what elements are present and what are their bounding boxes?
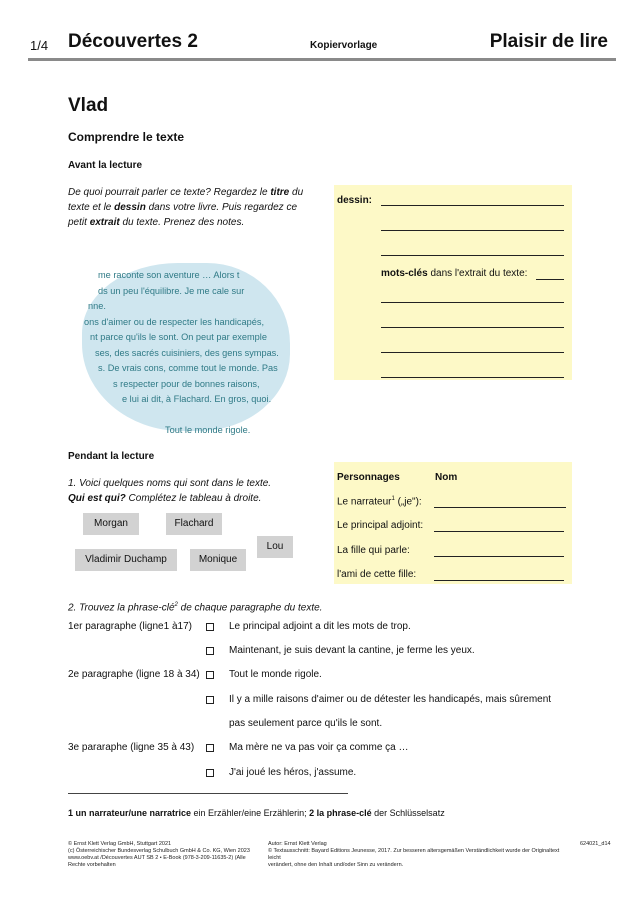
mots-cles-line-4[interactable] xyxy=(381,377,564,378)
name-card-flachard[interactable]: Flachard xyxy=(166,513,222,535)
name-card-morgan[interactable]: Morgan xyxy=(83,513,139,535)
answer-line-principal[interactable] xyxy=(434,531,564,532)
extract-line: Tout le monde rigole. xyxy=(165,425,251,435)
header-divider xyxy=(28,58,616,61)
name-card-lou[interactable]: Lou xyxy=(257,536,293,558)
row-narrateur: Le narrateur$^1$ („je"): xyxy=(337,496,422,508)
paragraph-1-label: 1er paragraphe (ligne1 à17) xyxy=(68,621,192,632)
extract-line: ds un peu l'équilibre. Je me cale sur xyxy=(98,285,245,296)
page-subtitle: Comprendre le texte xyxy=(68,130,185,144)
row-fille: La fille qui parle: xyxy=(337,545,410,556)
paragraph-3-label: 3e pararaphe (ligne 35 à 43) xyxy=(68,742,195,753)
page-title: Vlad xyxy=(68,95,109,116)
mots-cles-line-2[interactable] xyxy=(381,327,564,328)
checkbox-p3-o1[interactable] xyxy=(206,744,214,752)
avant-heading: Avant la lecture xyxy=(68,160,143,171)
table-header-nom: Nom xyxy=(435,472,458,483)
paragraph-2-option-2: Il y a mille raisons d'aimer ou de détester les handicapés, mais sûrement xyxy=(229,694,552,705)
answer-line-ami[interactable] xyxy=(434,580,564,581)
page-number: 1/4 xyxy=(30,38,49,53)
paragraph-2-option-1: Tout le monde rigole. xyxy=(229,669,322,680)
checkbox-p2-o1[interactable] xyxy=(206,671,214,679)
extract-line: ses, des sacrés cuisiniers, des gens sympas. xyxy=(95,347,279,358)
paragraph-1-option-1: Le principal adjoint a dit les mots de trop. xyxy=(229,621,411,632)
pendant-instruction-2: 2. Trouvez la phrase-clé$^2$ de chaque paragraphe du texte. xyxy=(68,602,323,614)
extract-line: nne. xyxy=(88,301,106,311)
footer-code: 624021_d14 xyxy=(580,841,611,847)
footer-source: Autor: Ernst Klett Verlag © Textausschnitt: Bayard Editions Jeunesse, 2017. Zur besseren altersgemäßen Verständlichkeit wurde der Originaltext leicht verändert, ohne den Inhalt und/oder Sinn zu verändern. xyxy=(268,841,560,868)
extract-line: nt parce qu'ils le sont. On peut par exemple xyxy=(90,332,267,342)
checkbox-p1-o2[interactable] xyxy=(206,647,214,655)
dessin-line-3[interactable] xyxy=(381,255,564,256)
row-ami: l'ami de cette fille: xyxy=(337,569,417,580)
mots-cles-line-0[interactable] xyxy=(536,279,564,280)
answer-line-narrateur[interactable] xyxy=(434,507,566,508)
series-title: Découvertes 2 xyxy=(68,31,198,52)
paragraph-2-label: 2e paragraphe (ligne 18 à 34) xyxy=(68,669,200,680)
paragraph-2-option-2-cont: pas seulement parce qu'ils le sont. xyxy=(229,718,383,729)
dessin-label: dessin: xyxy=(337,195,373,206)
mots-cles-line-1[interactable] xyxy=(381,302,564,303)
notes-box xyxy=(334,185,572,380)
mots-cles-label: mots-clés dans l'extrait du texte: xyxy=(381,268,528,279)
section-title: Plaisir de lire xyxy=(489,31,608,52)
dessin-line-1[interactable] xyxy=(381,205,564,206)
paragraph-1-option-2: Maintenant, je suis devant la cantine, je ferme les yeux. xyxy=(229,645,475,656)
row-principal: Le principal adjoint: xyxy=(337,520,424,531)
avant-instruction: De quoi pourrait parler ce texte? Regardez le titre du texte et le dessin dans votre livre. Puis regardez ce petit extrait du texte. Prenez des notes. xyxy=(68,187,304,228)
table-header-personnages: Personnages xyxy=(337,472,400,483)
footer-copyright: © Ernst Klett Verlag GmbH, Stuttgart 2021 (c) Österreichischer Bundesverlag Schulbuch GmbH & Co. KG, Wien 2023 www.oebv.at /Découvertes AUT SB 2 • E-Book (978-3-209-11635-2) (Alle Rechte vorbehalten xyxy=(68,841,250,868)
answer-line-fille[interactable] xyxy=(434,556,564,557)
footnote-divider xyxy=(68,793,348,794)
name-card-vladimir-duchamp[interactable]: Vladimir Duchamp xyxy=(75,549,177,571)
extract-line: me raconte son aventure … Alors t xyxy=(98,270,240,280)
extract-line: s respecter pour de bonnes raisons, xyxy=(113,378,260,389)
mots-cles-line-3[interactable] xyxy=(381,352,564,353)
pendant-instruction-1: 1. Voici quelques noms qui sont dans le texte. Qui est qui? Complétez le tableau à droite. xyxy=(68,478,272,504)
paragraph-3-option-2: J'ai joué les héros, j'assume. xyxy=(229,767,357,778)
extract-line: ons d'aimer ou de respecter les handicapés, xyxy=(84,316,264,327)
extract-text xyxy=(70,268,285,435)
kopiervorlage-label: Kopiervorlage xyxy=(310,40,378,51)
text-extract-image xyxy=(70,255,290,435)
checkbox-p3-o2[interactable] xyxy=(206,769,214,777)
dessin-line-2[interactable] xyxy=(381,230,564,231)
footnote: 1 un narrateur/une narratrice ein Erzähler/eine Erzählerin; 2 la phrase-clé der Schlüsselsatz xyxy=(68,808,445,818)
checkbox-p2-o2[interactable] xyxy=(206,696,214,704)
extract-line xyxy=(70,408,285,424)
checkbox-p1-o1[interactable] xyxy=(206,623,214,631)
paragraph-3-option-1: Ma mère ne va pas voir ça comme ça … xyxy=(229,742,409,753)
extract-line: s. De vrais cons, comme tout le monde. Pas xyxy=(98,363,278,373)
extract-line: e lui ai dit, à Flachard. En gros, quoi. xyxy=(122,394,272,404)
pendant-heading: Pendant la lecture xyxy=(68,451,155,462)
name-card-monique[interactable]: Monique xyxy=(190,549,246,571)
